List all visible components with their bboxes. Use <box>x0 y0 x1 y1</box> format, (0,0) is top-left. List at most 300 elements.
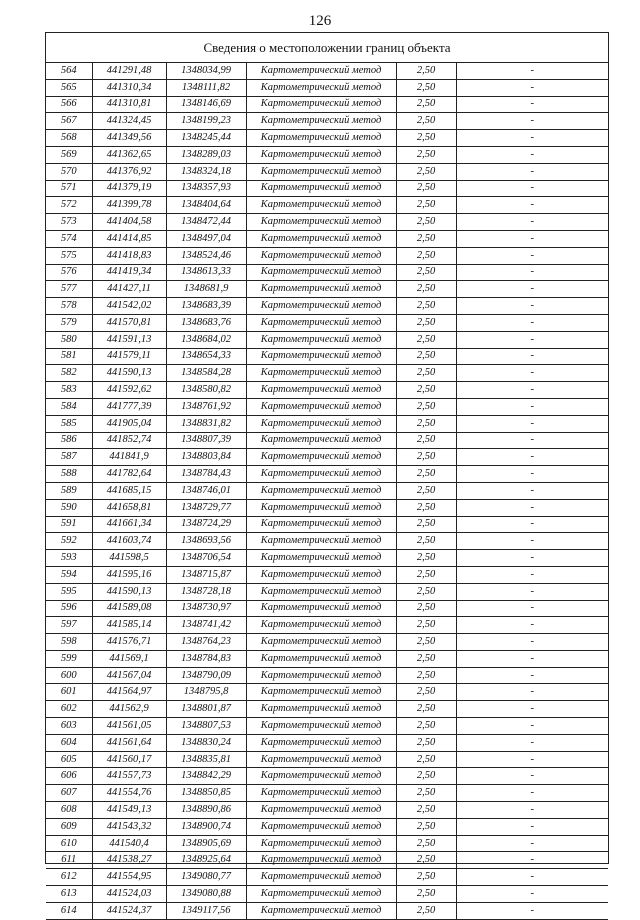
method-cell: Картометрический метод <box>246 550 396 567</box>
accuracy-cell: 2,50 <box>396 600 456 617</box>
method-cell: Картометрический метод <box>246 331 396 348</box>
point-number-cell: 583 <box>46 382 92 399</box>
table-row <box>46 348 608 365</box>
x-coordinate-cell: 441291,48 <box>92 63 166 79</box>
method-cell: Картометрический метод <box>246 634 396 651</box>
description-cell: - <box>456 298 608 315</box>
y-coordinate-cell: 1348324,18 <box>166 163 246 180</box>
x-coordinate-cell: 441585,14 <box>92 617 166 634</box>
y-coordinate-cell: 1348850,85 <box>166 785 246 802</box>
point-number-cell: 612 <box>46 869 92 886</box>
y-coordinate-cell: 1348784,43 <box>166 466 246 483</box>
accuracy-cell: 2,50 <box>396 869 456 886</box>
method-cell: Картометрический метод <box>246 348 396 365</box>
table-row <box>46 802 608 819</box>
point-number-cell: 576 <box>46 264 92 281</box>
x-coordinate-cell: 441376,92 <box>92 163 166 180</box>
table-row <box>46 667 608 684</box>
method-cell: Картометрический метод <box>246 79 396 96</box>
accuracy-cell: 2,50 <box>396 499 456 516</box>
coordinates-table <box>46 63 608 920</box>
description-cell: - <box>456 852 608 869</box>
point-number-cell: 581 <box>46 348 92 365</box>
description-cell: - <box>456 113 608 130</box>
x-coordinate-cell: 441349,56 <box>92 130 166 147</box>
description-cell: - <box>456 785 608 802</box>
y-coordinate-cell: 1348681,9 <box>166 281 246 298</box>
description-cell: - <box>456 331 608 348</box>
point-number-cell: 607 <box>46 785 92 802</box>
table-row <box>46 79 608 96</box>
point-number-cell: 603 <box>46 718 92 735</box>
x-coordinate-cell: 441570,81 <box>92 314 166 331</box>
description-cell: - <box>456 365 608 382</box>
y-coordinate-cell: 1348729,77 <box>166 499 246 516</box>
description-cell: - <box>456 63 608 79</box>
method-cell: Картометрический метод <box>246 314 396 331</box>
x-coordinate-cell: 441418,83 <box>92 247 166 264</box>
accuracy-cell: 2,50 <box>396 197 456 214</box>
table-row <box>46 382 608 399</box>
method-cell: Картометрический метод <box>246 482 396 499</box>
accuracy-cell: 2,50 <box>396 314 456 331</box>
point-number-cell: 571 <box>46 180 92 197</box>
table-row <box>46 600 608 617</box>
table-row <box>46 130 608 147</box>
accuracy-cell: 2,50 <box>396 802 456 819</box>
point-number-cell: 604 <box>46 734 92 751</box>
description-cell: - <box>456 499 608 516</box>
description-cell: - <box>456 684 608 701</box>
x-coordinate-cell: 441310,34 <box>92 79 166 96</box>
description-cell: - <box>456 197 608 214</box>
coordinates-sheet <box>45 32 609 916</box>
table-row <box>46 684 608 701</box>
y-coordinate-cell: 1348706,54 <box>166 550 246 567</box>
y-coordinate-cell: 1348683,39 <box>166 298 246 315</box>
point-number-cell: 584 <box>46 398 92 415</box>
table-row <box>46 214 608 231</box>
accuracy-cell: 2,50 <box>396 281 456 298</box>
method-cell: Картометрический метод <box>246 852 396 869</box>
accuracy-cell: 2,50 <box>396 466 456 483</box>
method-cell: Картометрический метод <box>246 264 396 281</box>
accuracy-cell: 2,50 <box>396 415 456 432</box>
description-cell: - <box>456 600 608 617</box>
y-coordinate-cell: 1348728,18 <box>166 583 246 600</box>
table-row <box>46 566 608 583</box>
point-number-cell: 597 <box>46 617 92 634</box>
x-coordinate-cell: 441543,32 <box>92 818 166 835</box>
accuracy-cell: 2,50 <box>396 902 456 919</box>
point-number-cell: 614 <box>46 902 92 919</box>
table-row <box>46 264 608 281</box>
table-row <box>46 785 608 802</box>
y-coordinate-cell: 1348111,82 <box>166 79 246 96</box>
y-coordinate-cell: 1348803,84 <box>166 449 246 466</box>
y-coordinate-cell: 1348730,97 <box>166 600 246 617</box>
accuracy-cell: 2,50 <box>396 264 456 281</box>
table-row <box>46 180 608 197</box>
method-cell: Картометрический метод <box>246 281 396 298</box>
description-cell: - <box>456 902 608 919</box>
x-coordinate-cell: 441379,19 <box>92 180 166 197</box>
x-coordinate-cell: 441567,04 <box>92 667 166 684</box>
x-coordinate-cell: 441524,03 <box>92 886 166 903</box>
y-coordinate-cell: 1348801,87 <box>166 701 246 718</box>
method-cell: Картометрический метод <box>246 163 396 180</box>
y-coordinate-cell: 1348580,82 <box>166 382 246 399</box>
description-cell: - <box>456 214 608 231</box>
accuracy-cell: 2,50 <box>396 230 456 247</box>
x-coordinate-cell: 441524,37 <box>92 902 166 919</box>
method-cell: Картометрический метод <box>246 802 396 819</box>
y-coordinate-cell: 1348584,28 <box>166 365 246 382</box>
table-row <box>46 869 608 886</box>
x-coordinate-cell: 441560,17 <box>92 751 166 768</box>
x-coordinate-cell: 441362,65 <box>92 146 166 163</box>
method-cell: Картометрический метод <box>246 583 396 600</box>
point-number-cell: 582 <box>46 365 92 382</box>
table-row <box>46 146 608 163</box>
method-cell: Картометрический метод <box>246 902 396 919</box>
accuracy-cell: 2,50 <box>396 348 456 365</box>
table-row <box>46 415 608 432</box>
accuracy-cell: 2,50 <box>396 734 456 751</box>
accuracy-cell: 2,50 <box>396 751 456 768</box>
table-row <box>46 701 608 718</box>
description-cell: - <box>456 550 608 567</box>
accuracy-cell: 2,50 <box>396 566 456 583</box>
method-cell: Картометрический метод <box>246 566 396 583</box>
accuracy-cell: 2,50 <box>396 550 456 567</box>
point-number-cell: 564 <box>46 63 92 79</box>
method-cell: Картометрический метод <box>246 466 396 483</box>
x-coordinate-cell: 441427,11 <box>92 281 166 298</box>
y-coordinate-cell: 1348683,76 <box>166 314 246 331</box>
accuracy-cell: 2,50 <box>396 449 456 466</box>
point-number-cell: 586 <box>46 432 92 449</box>
point-number-cell: 588 <box>46 466 92 483</box>
y-coordinate-cell: 1348146,69 <box>166 96 246 113</box>
description-cell: - <box>456 533 608 550</box>
x-coordinate-cell: 441579,11 <box>92 348 166 365</box>
point-number-cell: 595 <box>46 583 92 600</box>
description-cell: - <box>456 432 608 449</box>
accuracy-cell: 2,50 <box>396 432 456 449</box>
point-number-cell: 602 <box>46 701 92 718</box>
accuracy-cell: 2,50 <box>396 163 456 180</box>
table-row <box>46 63 608 79</box>
method-cell: Картометрический метод <box>246 432 396 449</box>
y-coordinate-cell: 1348245,44 <box>166 130 246 147</box>
accuracy-cell: 2,50 <box>396 634 456 651</box>
description-cell: - <box>456 701 608 718</box>
description-cell: - <box>456 163 608 180</box>
method-cell: Картометрический метод <box>246 684 396 701</box>
accuracy-cell: 2,50 <box>396 247 456 264</box>
point-number-cell: 569 <box>46 146 92 163</box>
x-coordinate-cell: 441561,05 <box>92 718 166 735</box>
y-coordinate-cell: 1348807,39 <box>166 432 246 449</box>
method-cell: Картометрический метод <box>246 113 396 130</box>
table-row <box>46 163 608 180</box>
y-coordinate-cell: 1348764,23 <box>166 634 246 651</box>
table-row <box>46 734 608 751</box>
x-coordinate-cell: 441603,74 <box>92 533 166 550</box>
page-number: 126 <box>308 13 332 29</box>
accuracy-cell: 2,50 <box>396 331 456 348</box>
accuracy-cell: 2,50 <box>396 130 456 147</box>
method-cell: Картометрический метод <box>246 869 396 886</box>
description-cell: - <box>456 130 608 147</box>
method-cell: Картометрический метод <box>246 365 396 382</box>
table-row <box>46 247 608 264</box>
table-row <box>46 398 608 415</box>
description-cell: - <box>456 466 608 483</box>
x-coordinate-cell: 441590,13 <box>92 583 166 600</box>
description-cell: - <box>456 768 608 785</box>
y-coordinate-cell: 1348034,99 <box>166 63 246 79</box>
accuracy-cell: 2,50 <box>396 63 456 79</box>
description-cell: - <box>456 835 608 852</box>
point-number-cell: 594 <box>46 566 92 583</box>
description-cell: - <box>456 818 608 835</box>
accuracy-cell: 2,50 <box>396 113 456 130</box>
y-coordinate-cell: 1348807,53 <box>166 718 246 735</box>
x-coordinate-cell: 441562,9 <box>92 701 166 718</box>
y-coordinate-cell: 1348835,81 <box>166 751 246 768</box>
method-cell: Картометрический метод <box>246 63 396 79</box>
method-cell: Картометрический метод <box>246 751 396 768</box>
description-cell: - <box>456 348 608 365</box>
accuracy-cell: 2,50 <box>396 886 456 903</box>
accuracy-cell: 2,50 <box>396 852 456 869</box>
y-coordinate-cell: 1349080,77 <box>166 869 246 886</box>
description-cell: - <box>456 314 608 331</box>
description-cell: - <box>456 415 608 432</box>
table-row <box>46 466 608 483</box>
table-row <box>46 583 608 600</box>
table-row <box>46 499 608 516</box>
point-number-cell: 598 <box>46 634 92 651</box>
y-coordinate-cell: 1348613,33 <box>166 264 246 281</box>
y-coordinate-cell: 1348472,44 <box>166 214 246 231</box>
x-coordinate-cell: 441658,81 <box>92 499 166 516</box>
x-coordinate-cell: 441324,45 <box>92 113 166 130</box>
x-coordinate-cell: 441591,13 <box>92 331 166 348</box>
accuracy-cell: 2,50 <box>396 533 456 550</box>
point-number-cell: 570 <box>46 163 92 180</box>
accuracy-cell: 2,50 <box>396 180 456 197</box>
accuracy-cell: 2,50 <box>396 96 456 113</box>
method-cell: Картометрический метод <box>246 600 396 617</box>
description-cell: - <box>456 802 608 819</box>
point-number-cell: 610 <box>46 835 92 852</box>
table-row <box>46 314 608 331</box>
accuracy-cell: 2,50 <box>396 818 456 835</box>
point-number-cell: 577 <box>46 281 92 298</box>
point-number-cell: 567 <box>46 113 92 130</box>
x-coordinate-cell: 441549,13 <box>92 802 166 819</box>
x-coordinate-cell: 441841,9 <box>92 449 166 466</box>
y-coordinate-cell: 1348905,69 <box>166 835 246 852</box>
point-number-cell: 580 <box>46 331 92 348</box>
description-cell: - <box>456 382 608 399</box>
point-number-cell: 575 <box>46 247 92 264</box>
accuracy-cell: 2,50 <box>396 667 456 684</box>
point-number-cell: 572 <box>46 197 92 214</box>
table-row <box>46 482 608 499</box>
accuracy-cell: 2,50 <box>396 298 456 315</box>
point-number-cell: 606 <box>46 768 92 785</box>
table-row <box>46 617 608 634</box>
point-number-cell: 579 <box>46 314 92 331</box>
x-coordinate-cell: 441414,85 <box>92 230 166 247</box>
description-cell: - <box>456 230 608 247</box>
x-coordinate-cell: 441557,73 <box>92 768 166 785</box>
method-cell: Картометрический метод <box>246 214 396 231</box>
point-number-cell: 601 <box>46 684 92 701</box>
x-coordinate-cell: 441589,08 <box>92 600 166 617</box>
y-coordinate-cell: 1348715,87 <box>166 566 246 583</box>
point-number-cell: 592 <box>46 533 92 550</box>
accuracy-cell: 2,50 <box>396 718 456 735</box>
description-cell: - <box>456 583 608 600</box>
y-coordinate-cell: 1348890,86 <box>166 802 246 819</box>
method-cell: Картометрический метод <box>246 180 396 197</box>
table-row <box>46 230 608 247</box>
point-number-cell: 608 <box>46 802 92 819</box>
method-cell: Картометрический метод <box>246 130 396 147</box>
x-coordinate-cell: 441569,1 <box>92 650 166 667</box>
method-cell: Картометрический метод <box>246 398 396 415</box>
point-number-cell: 609 <box>46 818 92 835</box>
description-cell: - <box>456 247 608 264</box>
description-cell: - <box>456 96 608 113</box>
table-row <box>46 835 608 852</box>
method-cell: Картометрический метод <box>246 835 396 852</box>
y-coordinate-cell: 1348724,29 <box>166 516 246 533</box>
y-coordinate-cell: 1348404,64 <box>166 197 246 214</box>
table-row <box>46 516 608 533</box>
point-number-cell: 611 <box>46 852 92 869</box>
description-cell: - <box>456 281 608 298</box>
point-number-cell: 565 <box>46 79 92 96</box>
x-coordinate-cell: 441590,13 <box>92 365 166 382</box>
x-coordinate-cell: 441782,64 <box>92 466 166 483</box>
point-number-cell: 573 <box>46 214 92 231</box>
method-cell: Картометрический метод <box>246 818 396 835</box>
description-cell: - <box>456 718 608 735</box>
table-row <box>46 650 608 667</box>
table-row <box>46 432 608 449</box>
accuracy-cell: 2,50 <box>396 146 456 163</box>
accuracy-cell: 2,50 <box>396 398 456 415</box>
sheet-title: Сведения о местоположении границ объекта <box>46 33 608 63</box>
method-cell: Картометрический метод <box>246 533 396 550</box>
y-coordinate-cell: 1348684,02 <box>166 331 246 348</box>
description-cell: - <box>456 146 608 163</box>
table-row <box>46 634 608 651</box>
table-row <box>46 331 608 348</box>
y-coordinate-cell: 1348357,93 <box>166 180 246 197</box>
x-coordinate-cell: 441538,27 <box>92 852 166 869</box>
x-coordinate-cell: 441777,39 <box>92 398 166 415</box>
description-cell: - <box>456 734 608 751</box>
y-coordinate-cell: 1348693,56 <box>166 533 246 550</box>
description-cell: - <box>456 516 608 533</box>
table-row <box>46 818 608 835</box>
y-coordinate-cell: 1348784,83 <box>166 650 246 667</box>
point-number-cell: 605 <box>46 751 92 768</box>
table-row <box>46 113 608 130</box>
table-row <box>46 718 608 735</box>
accuracy-cell: 2,50 <box>396 365 456 382</box>
accuracy-cell: 2,50 <box>396 785 456 802</box>
table-row <box>46 886 608 903</box>
point-number-cell: 574 <box>46 230 92 247</box>
table-row <box>46 298 608 315</box>
description-cell: - <box>456 264 608 281</box>
method-cell: Картометрический метод <box>246 667 396 684</box>
y-coordinate-cell: 1348830,24 <box>166 734 246 751</box>
x-coordinate-cell: 441852,74 <box>92 432 166 449</box>
x-coordinate-cell: 441576,71 <box>92 634 166 651</box>
method-cell: Картометрический метод <box>246 701 396 718</box>
point-number-cell: 589 <box>46 482 92 499</box>
description-cell: - <box>456 398 608 415</box>
description-cell: - <box>456 650 608 667</box>
accuracy-cell: 2,50 <box>396 482 456 499</box>
method-cell: Картометрический метод <box>246 146 396 163</box>
accuracy-cell: 2,50 <box>396 583 456 600</box>
description-cell: - <box>456 886 608 903</box>
x-coordinate-cell: 441661,34 <box>92 516 166 533</box>
x-coordinate-cell: 441540,4 <box>92 835 166 852</box>
table-row <box>46 365 608 382</box>
y-coordinate-cell: 1348654,33 <box>166 348 246 365</box>
method-cell: Картометрический метод <box>246 650 396 667</box>
y-coordinate-cell: 1348831,82 <box>166 415 246 432</box>
table-row <box>46 533 608 550</box>
y-coordinate-cell: 1348761,92 <box>166 398 246 415</box>
point-number-cell: 599 <box>46 650 92 667</box>
method-cell: Картометрический метод <box>246 382 396 399</box>
method-cell: Картометрический метод <box>246 516 396 533</box>
accuracy-cell: 2,50 <box>396 768 456 785</box>
table-row <box>46 197 608 214</box>
accuracy-cell: 2,50 <box>396 516 456 533</box>
table-row <box>46 550 608 567</box>
y-coordinate-cell: 1348524,46 <box>166 247 246 264</box>
y-coordinate-cell: 1348741,42 <box>166 617 246 634</box>
point-number-cell: 568 <box>46 130 92 147</box>
method-cell: Картометрический метод <box>246 230 396 247</box>
y-coordinate-cell: 1348842,29 <box>166 768 246 785</box>
x-coordinate-cell: 441542,02 <box>92 298 166 315</box>
x-coordinate-cell: 441564,97 <box>92 684 166 701</box>
x-coordinate-cell: 441561,64 <box>92 734 166 751</box>
x-coordinate-cell: 441554,95 <box>92 869 166 886</box>
x-coordinate-cell: 441592,62 <box>92 382 166 399</box>
x-coordinate-cell: 441685,15 <box>92 482 166 499</box>
method-cell: Картометрический метод <box>246 886 396 903</box>
accuracy-cell: 2,50 <box>396 79 456 96</box>
method-cell: Картометрический метод <box>246 247 396 264</box>
method-cell: Картометрический метод <box>246 718 396 735</box>
accuracy-cell: 2,50 <box>396 382 456 399</box>
